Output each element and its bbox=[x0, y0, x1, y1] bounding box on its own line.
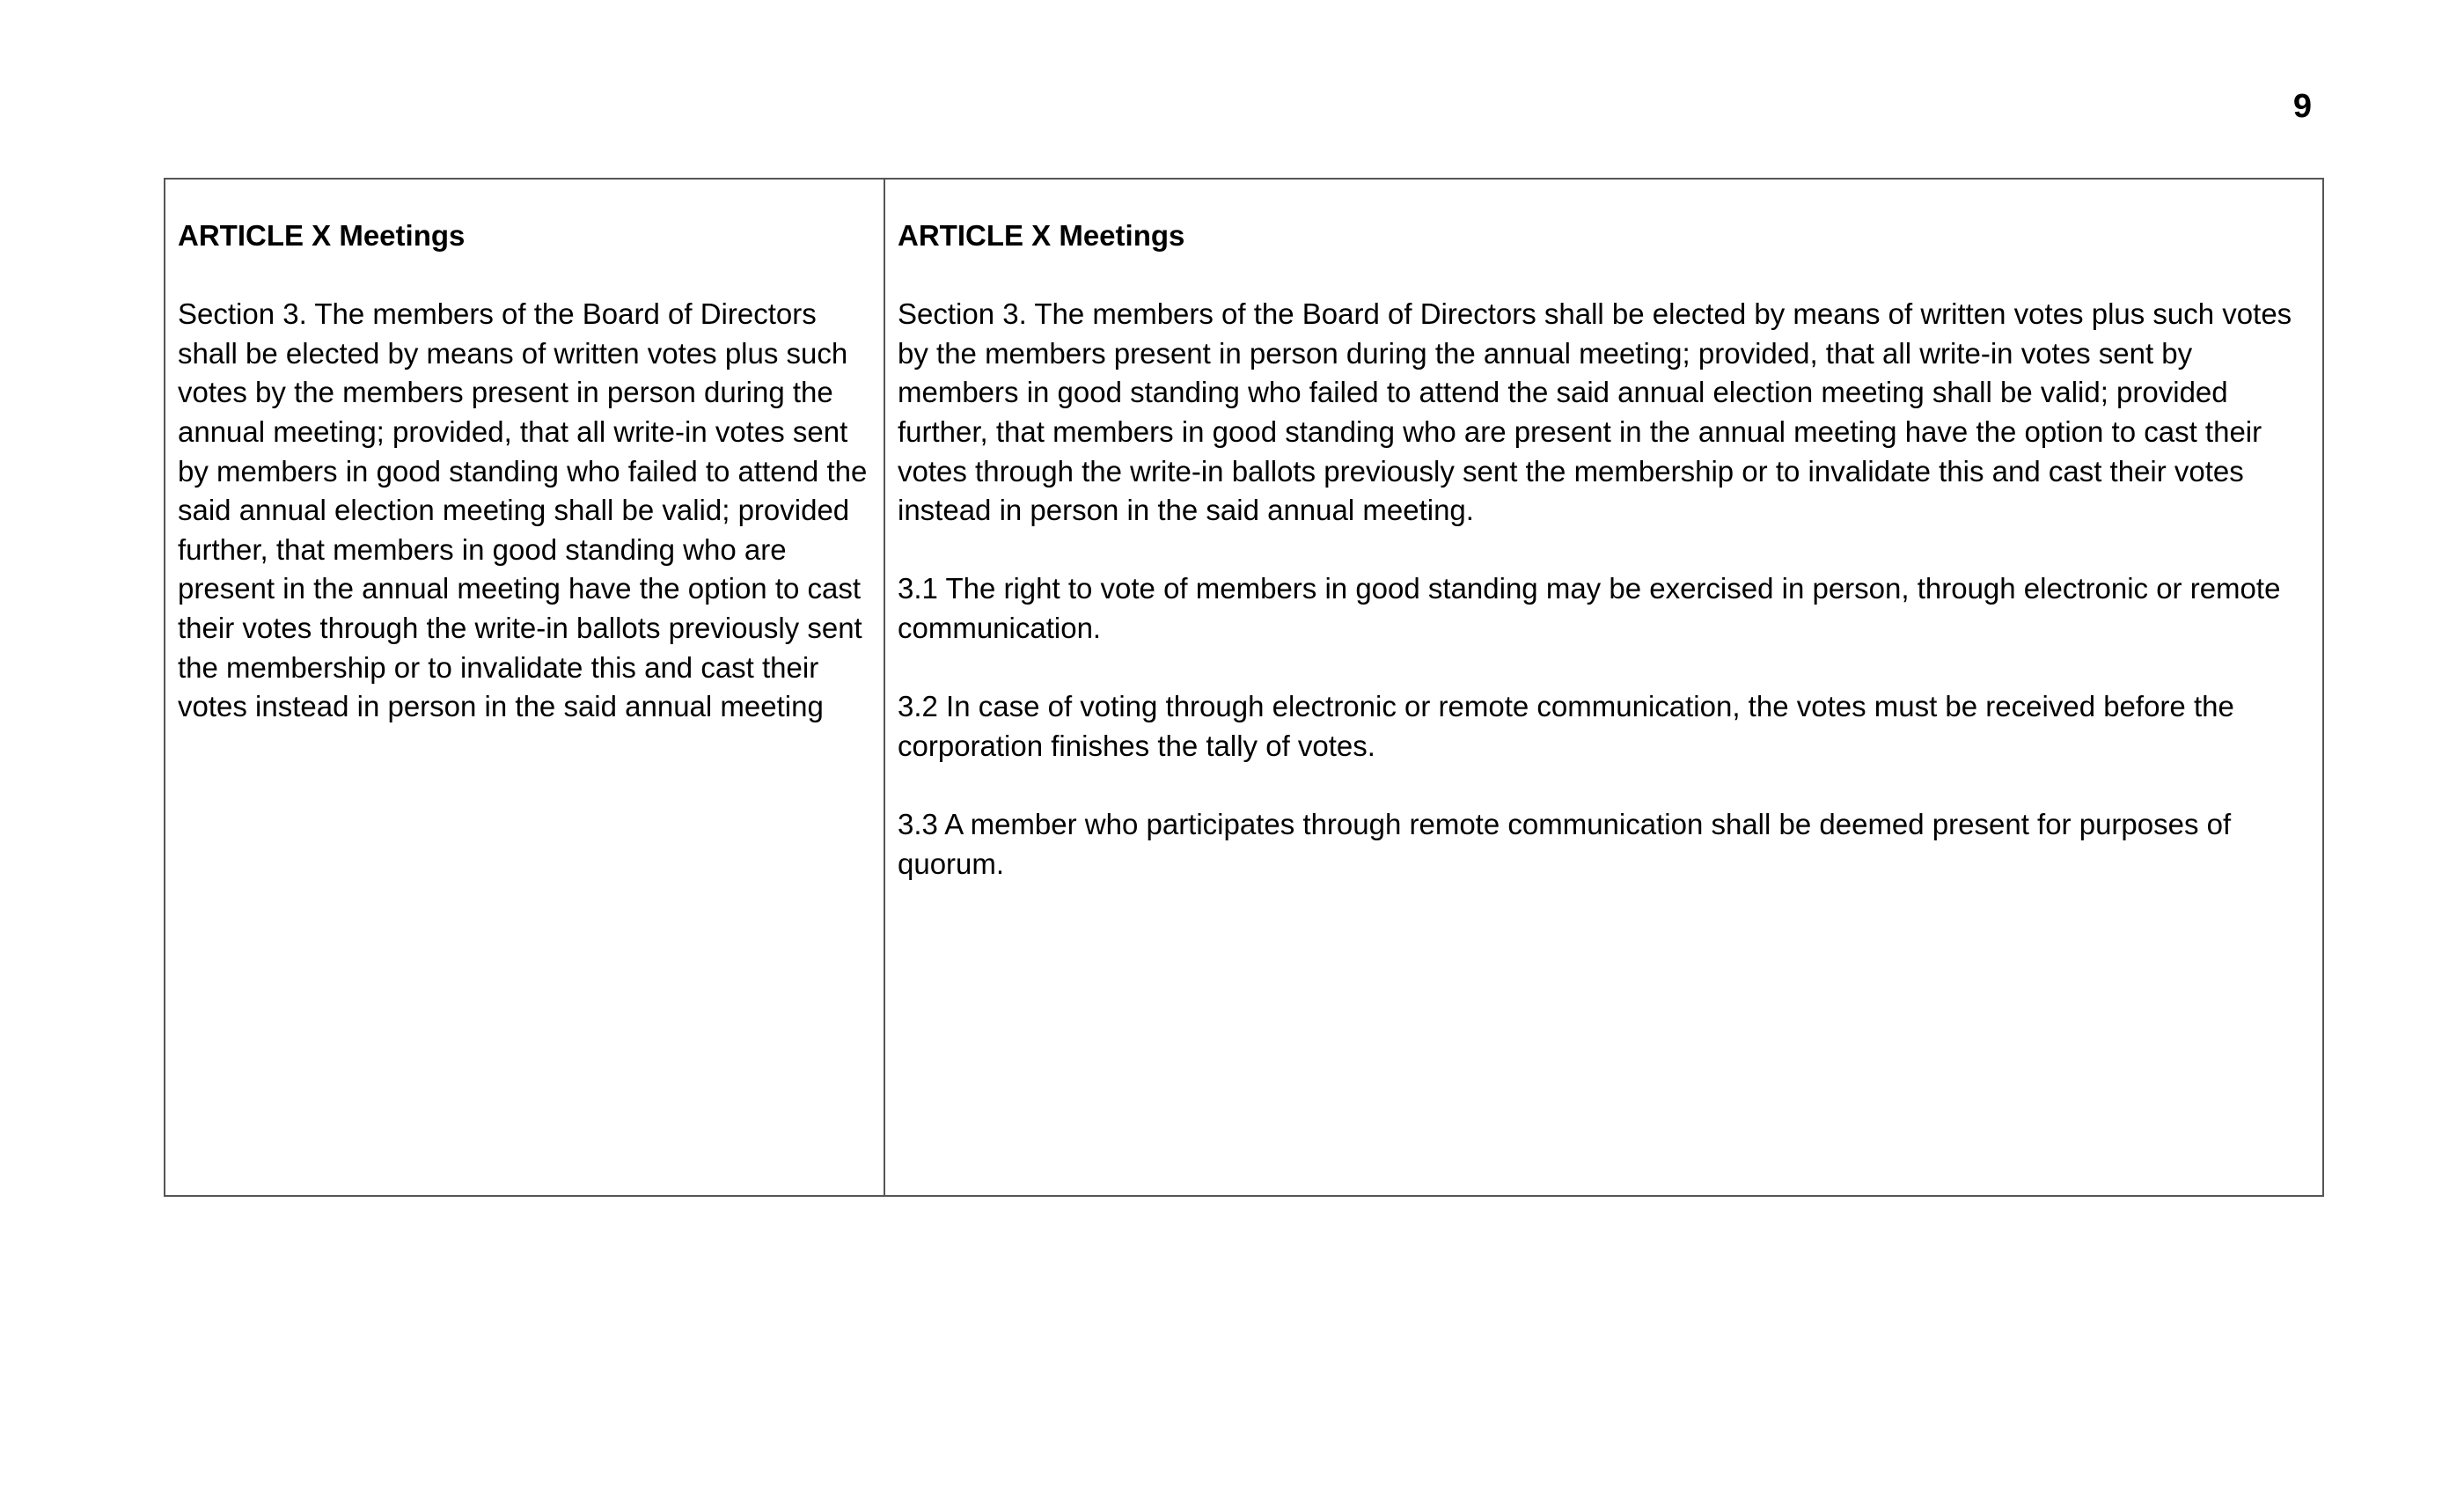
comparison-table bbox=[164, 178, 2324, 1197]
left-section-3-paragraph: Section 3. The members of the Board of Directors shall be elected by means of written votes plus such votes by the members present in person during the annual meeting; provided, that all write-in votes sent by members in good standing who failed to attend the said annual election meeting shall be valid; provided further, that members in good standing who are present in the annual meeting have the option to cast their votes through the write-in ballots previously sent the membership or to invalidate this and cast their votes instead in person in the said annual meeting bbox=[178, 297, 868, 723]
right-section-3-3-paragraph: 3.3 A member who participates through remote communication shall be deemed present for purposes of quorum. bbox=[898, 807, 2232, 880]
page-number: 9 bbox=[2292, 88, 2312, 125]
left-column-current-text bbox=[165, 180, 885, 1195]
right-column-proposed-text bbox=[885, 180, 2322, 1195]
right-article-heading: ARTICLE X Meetings bbox=[898, 219, 1185, 252]
left-article-heading: ARTICLE X Meetings bbox=[178, 219, 466, 252]
right-section-3-2-paragraph: 3.2 In case of voting through electronic or remote communication, the votes must be received before the corporation finishes the tally of votes. bbox=[898, 690, 2234, 762]
right-section-3-1-paragraph: 3.1 The right to vote of members in good standing may be exercised in person, through electronic or remote communication. bbox=[898, 572, 2281, 644]
right-section-3-paragraph: Section 3. The members of the Board of Directors shall be elected by means of written votes plus such votes by the members present in person during the annual meeting; provided, that all write-in votes sent by members in good standing who failed to attend the said annual election meeting shall be valid; provided further, that members in good standing who are present in the annual meeting have the option to cast their votes through the write-in ballots previously sent the membership or to invalidate this and cast their votes instead in person in the said annual meeting. bbox=[898, 297, 2292, 527]
